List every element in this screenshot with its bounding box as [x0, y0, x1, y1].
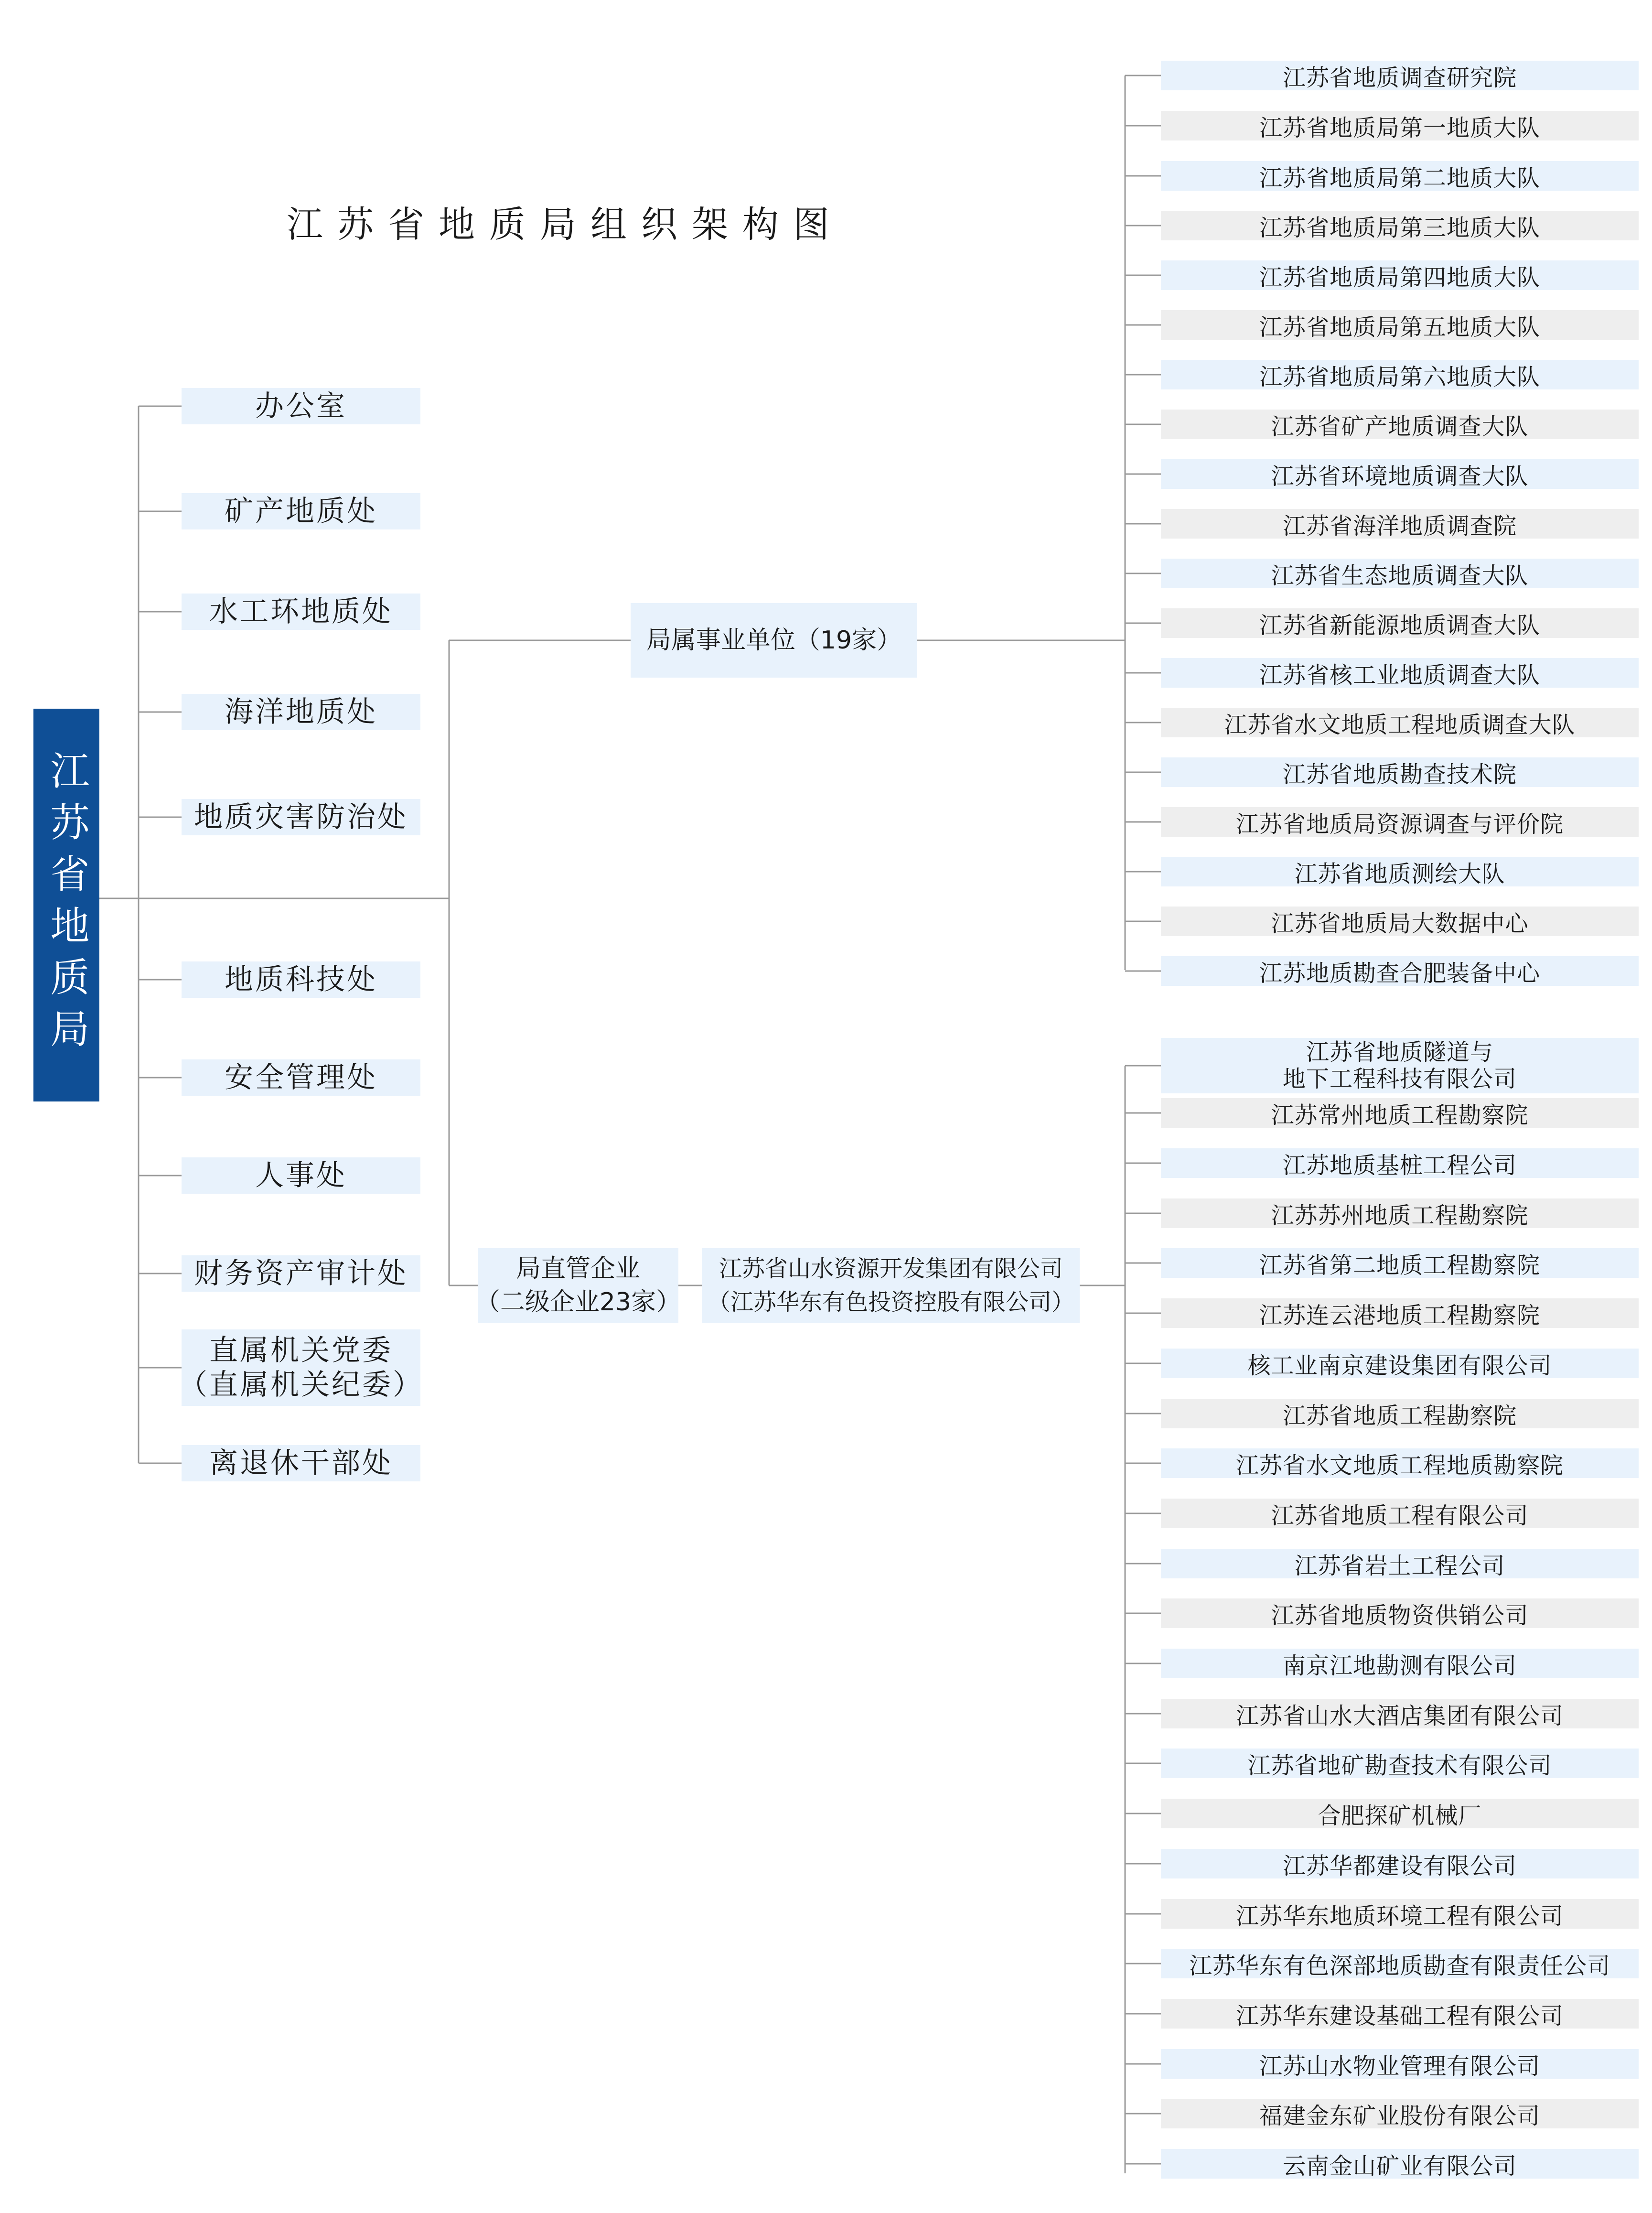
institution-label: 江苏省环境地质调查大队	[1271, 463, 1529, 490]
institutions-node	[631, 603, 917, 678]
institution-label: 江苏省地质局第五地质大队	[1259, 313, 1540, 341]
enterprise-item	[1161, 1198, 1639, 1228]
enterprise-item	[1161, 1098, 1639, 1128]
institution-label: 江苏省水文地质工程地质调查大队	[1224, 711, 1576, 738]
enterprise-label: 地下工程科技有限公司	[1282, 1066, 1517, 1092]
dept-node	[182, 1157, 420, 1194]
institution-item	[1161, 310, 1639, 340]
enterprise-label: 江苏省地质物资供销公司	[1271, 1602, 1529, 1629]
institution-label: 江苏省地质局资源调查与评价院	[1235, 810, 1564, 838]
institution-label: 江苏省地质局第六地质大队	[1259, 363, 1540, 390]
root-node	[33, 709, 99, 1101]
dept-node	[182, 594, 420, 630]
institution-item	[1161, 807, 1639, 837]
enterprise-item	[1161, 1499, 1639, 1528]
institution-label: 江苏省地质局第四地质大队	[1259, 264, 1540, 291]
dept-label: 水工环地质处	[209, 595, 393, 628]
enterprise-item	[1161, 1038, 1639, 1093]
institution-label: 江苏地质勘查合肥装备中心	[1259, 960, 1540, 987]
enterprise-item	[1161, 1899, 1639, 1929]
dept-node	[182, 388, 420, 424]
enterprise-label: 江苏常州地质工程勘察院	[1271, 1101, 1529, 1129]
institution-item	[1161, 61, 1639, 90]
dept-node	[182, 694, 420, 730]
enterprise-label: 江苏省地矿勘查技术有限公司	[1247, 1752, 1552, 1779]
dept-label: 直属机关党委	[209, 1334, 393, 1367]
enterprise-item	[1161, 1598, 1639, 1628]
page-title: 江苏省地质局组织架构图	[287, 203, 844, 246]
institution-label: 江苏省矿产地质调查大队	[1271, 413, 1529, 440]
institution-label: 江苏省地质局第三地质大队	[1259, 214, 1540, 241]
dept-node	[182, 1255, 420, 1292]
institution-label: 江苏省地质测绘大队	[1294, 860, 1505, 887]
institution-label: 江苏省海洋地质调查院	[1282, 512, 1517, 540]
enterprise-item	[1161, 2099, 1639, 2128]
enterprise-label: 江苏省山水大酒店集团有限公司	[1235, 1702, 1564, 1729]
enterprise-item	[1161, 1749, 1639, 1778]
dept-label: 办公室	[255, 389, 347, 423]
enterprise-label: 江苏省水文地质工程地质勘察院	[1235, 1452, 1564, 1479]
institution-item	[1161, 857, 1639, 886]
enterprise-label: 江苏华东建设基础工程有限公司	[1235, 2002, 1564, 2029]
institution-item	[1161, 509, 1639, 539]
dept-label: 人事处	[255, 1159, 347, 1192]
dept-label: 财务资产审计处	[194, 1257, 408, 1290]
enterprise-label: 江苏省地质工程勘察院	[1282, 1402, 1517, 1429]
dept-label: 矿产地质处	[225, 495, 377, 528]
enterprise-item	[1161, 1849, 1639, 1878]
enterprise-label: 江苏连云港地质工程勘察院	[1259, 1302, 1540, 1329]
enterprise-label: 江苏地质基桩工程公司	[1282, 1152, 1517, 1179]
enterprise-group-node	[702, 1248, 1080, 1323]
institution-item	[1161, 956, 1639, 986]
enterprises-label: 局直管企业	[515, 1254, 640, 1283]
institution-label: 江苏省生态地质调查大队	[1271, 562, 1529, 589]
enterprise-label: 南京江地勘测有限公司	[1282, 1652, 1517, 1679]
institution-item	[1161, 459, 1639, 489]
enterprise-item	[1161, 1248, 1639, 1278]
institution-item	[1161, 410, 1639, 439]
enterprise-item	[1161, 1399, 1639, 1428]
dept-node	[179, 1329, 423, 1406]
enterprise-item	[1161, 1699, 1639, 1728]
enterprise-label: 江苏省地质工程有限公司	[1271, 1502, 1529, 1529]
dept-label-sub: （直属机关纪委）	[179, 1368, 423, 1402]
institution-item	[1161, 260, 1639, 290]
enterprise-item	[1161, 1298, 1639, 1328]
enterprises-label-sub: （二级企业23家）	[475, 1288, 681, 1317]
enterprise-item	[1161, 1448, 1639, 1478]
dept-label: 离退休干部处	[209, 1447, 393, 1480]
enterprise-label: 江苏省岩土工程公司	[1294, 1552, 1505, 1579]
institution-item	[1161, 161, 1639, 191]
dept-node	[182, 1059, 420, 1096]
institution-item	[1161, 907, 1639, 936]
institution-label: 江苏省核工业地质调查大队	[1259, 661, 1540, 689]
root-label: 江苏省地质局	[44, 750, 89, 1060]
enterprise-label: 江苏华东有色深部地质勘查有限责任公司	[1189, 1952, 1610, 1979]
institution-label: 江苏省地质勘查技术院	[1282, 761, 1517, 788]
enterprise-label: 江苏华东地质环境工程有限公司	[1235, 1902, 1564, 1930]
dept-node	[182, 961, 420, 998]
enterprise-item	[1161, 2049, 1639, 2079]
enterprise-item	[1161, 1649, 1639, 1678]
enterprise-item	[1161, 1799, 1639, 1828]
institution-label: 江苏省地质局大数据中心	[1271, 910, 1529, 937]
enterprise-label: 合肥探矿机械厂	[1318, 1802, 1482, 1829]
enterprise-label: 云南金山矿业有限公司	[1282, 2152, 1517, 2180]
dept-label: 地质科技处	[225, 963, 377, 996]
enterprise-label: 江苏省第二地质工程勘察院	[1259, 1252, 1540, 1279]
enterprise-label: 福建金东矿业股份有限公司	[1259, 2102, 1540, 2129]
institutions-label: 局属事业单位（19家）	[646, 626, 902, 655]
institution-label: 江苏省新能源地质调查大队	[1259, 612, 1540, 639]
enterprise-label: 江苏苏州地质工程勘察院	[1271, 1202, 1529, 1229]
dept-node	[182, 1445, 420, 1481]
institution-item	[1161, 708, 1639, 737]
enterprise-item	[1161, 1349, 1639, 1378]
enterprise-item	[1161, 2149, 1639, 2179]
dept-label: 海洋地质处	[225, 695, 377, 729]
dept-node	[182, 799, 420, 835]
institution-label: 江苏省地质局第二地质大队	[1259, 164, 1540, 192]
enterprise-label: 江苏华都建设有限公司	[1282, 1852, 1517, 1879]
enterprise-label: 江苏山水物业管理有限公司	[1259, 2052, 1540, 2080]
institution-item	[1161, 211, 1639, 240]
group-label-sub: （江苏华东有色投资控股有限公司）	[707, 1289, 1074, 1316]
dept-label: 地质灾害防治处	[194, 800, 408, 834]
enterprise-label: 江苏省地质隧道与	[1306, 1039, 1493, 1066]
institution-item	[1161, 658, 1639, 688]
institution-item	[1161, 757, 1639, 787]
enterprise-item	[1161, 1549, 1639, 1578]
enterprise-label: 核工业南京建设集团有限公司	[1247, 1352, 1552, 1379]
enterprise-item	[1161, 1999, 1639, 2029]
group-label: 江苏省山水资源开发集团有限公司	[719, 1255, 1063, 1282]
institution-item	[1161, 608, 1639, 638]
institution-label: 江苏省地质局第一地质大队	[1259, 114, 1540, 141]
institution-item	[1161, 360, 1639, 389]
enterprise-item	[1161, 1949, 1639, 1978]
institution-label: 江苏省地质调查研究院	[1282, 64, 1517, 91]
institution-item	[1161, 111, 1639, 140]
enterprises-node	[475, 1248, 681, 1323]
dept-label: 安全管理处	[225, 1061, 377, 1094]
institution-item	[1161, 559, 1639, 588]
enterprise-item	[1161, 1148, 1639, 1178]
dept-node	[182, 493, 420, 529]
